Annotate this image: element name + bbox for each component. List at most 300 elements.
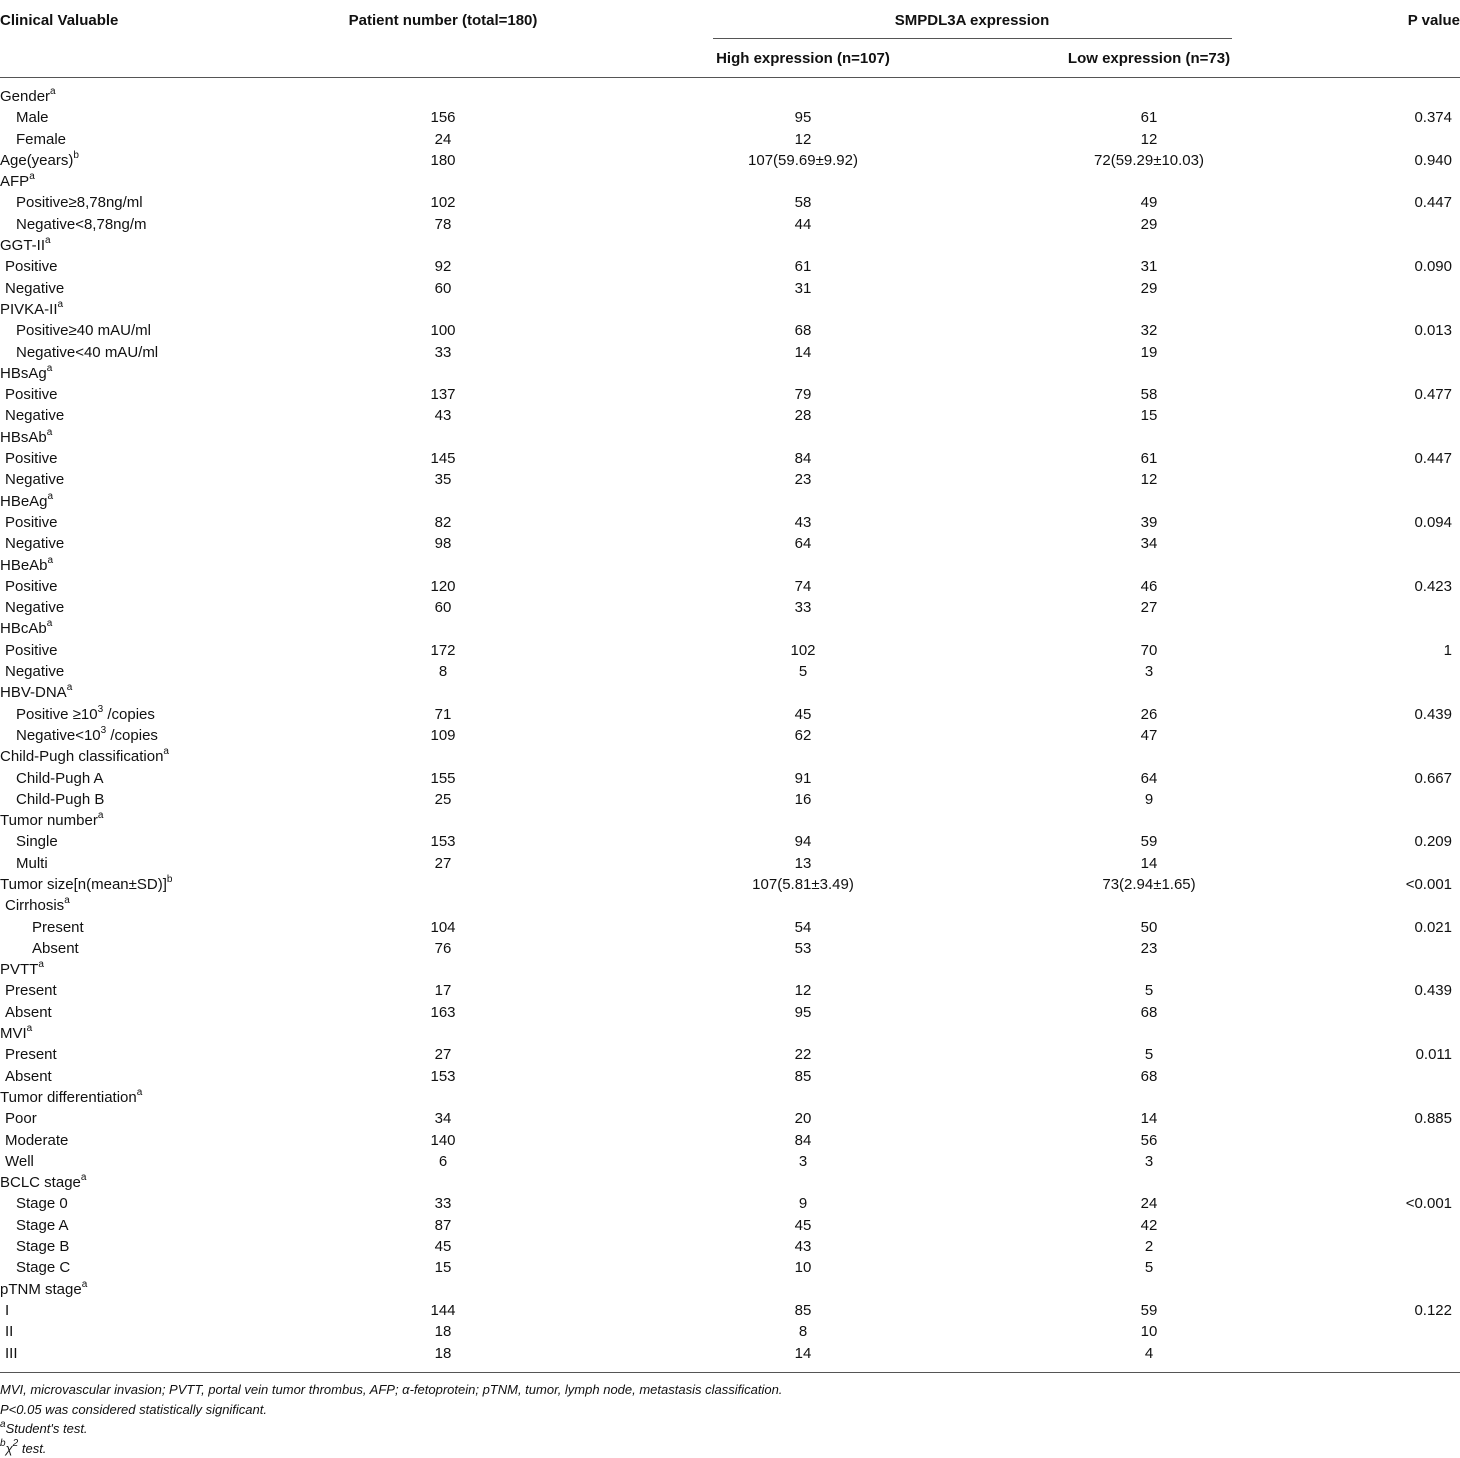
row-label-text: Negative <box>5 663 64 680</box>
row-label <box>0 1087 142 1108</box>
header-bottom-rule <box>0 77 1460 78</box>
cell-p-value: 0.439 <box>1414 704 1452 725</box>
row-label <box>5 1044 57 1065</box>
cell-high-expression: 64 <box>795 533 812 554</box>
cell-p-value: 0.090 <box>1414 256 1452 277</box>
cell-patient-number: 18 <box>435 1343 452 1364</box>
table-row <box>0 810 1460 831</box>
row-label-text: Male <box>16 109 49 126</box>
table-row <box>0 235 1460 256</box>
table-row <box>0 1130 1460 1151</box>
row-label-text: Tumor number <box>0 812 98 829</box>
table-row <box>0 299 1460 320</box>
cell-patient-number: 153 <box>430 1066 455 1087</box>
table-row <box>0 1108 1460 1129</box>
cell-low-expression: 3 <box>1145 661 1153 682</box>
row-label <box>5 405 64 426</box>
cell-patient-number: 109 <box>430 725 455 746</box>
cell-high-expression: 43 <box>795 512 812 533</box>
cell-low-expression: 26 <box>1141 704 1158 725</box>
footnote-marker: a <box>64 895 70 906</box>
row-label-text: Positive <box>5 578 58 595</box>
row-label <box>5 512 58 533</box>
row-label <box>0 1172 86 1193</box>
row-label <box>0 555 53 576</box>
cell-high-expression: 5 <box>799 661 807 682</box>
cell-high-expression: 14 <box>795 342 812 363</box>
row-label <box>0 86 56 107</box>
row-label-text: Negative <box>5 407 64 424</box>
row-label-text: MVI <box>0 1025 27 1042</box>
row-label <box>16 214 147 235</box>
cell-low-expression: 72(59.29±10.03) <box>1094 150 1204 171</box>
cell-low-expression: 27 <box>1141 597 1158 618</box>
row-label <box>0 363 52 384</box>
table-row <box>0 129 1460 150</box>
row-label-text: Positive <box>5 386 58 403</box>
table-row <box>0 214 1460 235</box>
row-label-text: Present <box>5 1046 57 1063</box>
cell-high-expression: 95 <box>795 107 812 128</box>
footnote-b-power: 2 <box>13 1438 19 1449</box>
row-label-text: II <box>5 1323 13 1340</box>
table-row <box>0 938 1460 959</box>
cell-high-expression: 31 <box>795 278 812 299</box>
cell-high-expression: 33 <box>795 597 812 618</box>
row-label-text: HBeAb <box>0 557 48 574</box>
row-label-text: Female <box>16 131 66 148</box>
row-label-text: Tumor size[n(mean±SD)] <box>0 876 167 893</box>
row-label-text: Absent <box>5 1068 52 1085</box>
cell-p-value: 0.447 <box>1414 448 1452 469</box>
table-row <box>0 1215 1460 1236</box>
cell-patient-number: 140 <box>430 1130 455 1151</box>
table-row <box>0 512 1460 533</box>
footnote-b-symbol: χ <box>6 1441 13 1456</box>
table-row <box>0 256 1460 277</box>
row-label <box>0 299 63 320</box>
row-label-text: HBcAb <box>0 620 47 637</box>
table-row <box>0 448 1460 469</box>
cell-low-expression: 29 <box>1141 278 1158 299</box>
table-row <box>0 533 1460 554</box>
cell-low-expression: 4 <box>1145 1343 1153 1364</box>
table-row <box>0 1321 1460 1342</box>
cell-patient-number: 120 <box>430 576 455 597</box>
cell-low-expression: 49 <box>1141 192 1158 213</box>
cell-p-value: 0.885 <box>1414 1108 1452 1129</box>
cell-high-expression: 20 <box>795 1108 812 1129</box>
cell-p-value: 0.667 <box>1414 768 1452 789</box>
cell-high-expression: 62 <box>795 725 812 746</box>
table-row <box>0 597 1460 618</box>
header-smpdl3a-expression: SMPDL3A expression <box>895 12 1050 30</box>
row-label-text: Moderate <box>5 1132 68 1149</box>
table-row <box>0 1066 1460 1087</box>
footnote-marker: b <box>73 150 79 161</box>
table-row <box>0 1044 1460 1065</box>
cell-high-expression: 102 <box>790 640 815 661</box>
row-label <box>5 640 58 661</box>
table-row <box>0 895 1460 916</box>
cell-p-value: 0.374 <box>1414 107 1452 128</box>
footnote-marker: a <box>163 746 169 757</box>
row-label <box>0 235 51 256</box>
cell-high-expression: 84 <box>795 448 812 469</box>
row-label <box>0 746 169 767</box>
row-label-text: Negative<8,78ng/m <box>16 216 147 233</box>
cell-low-expression: 59 <box>1141 1300 1158 1321</box>
cell-low-expression: 12 <box>1141 129 1158 150</box>
cell-patient-number: 153 <box>430 831 455 852</box>
row-label-text: BCLC stage <box>0 1174 81 1191</box>
row-label-text: Positive ≥10 <box>16 706 98 723</box>
row-label-text: Cirrhosis <box>5 897 64 914</box>
header-p-value: P value <box>1408 12 1460 30</box>
cell-p-value: 0.477 <box>1414 384 1452 405</box>
row-label-text: Child-Pugh classification <box>0 748 163 765</box>
row-label-unit: /copies <box>103 706 155 723</box>
row-label <box>5 448 58 469</box>
row-label-text: Positive <box>5 450 58 467</box>
row-label-unit: /copies <box>106 727 158 744</box>
row-label <box>16 853 48 874</box>
cell-low-expression: 5 <box>1145 1257 1153 1278</box>
table-row <box>0 1279 1460 1300</box>
table-row <box>0 704 1460 725</box>
row-label-text: HBV-DNA <box>0 684 67 701</box>
cell-low-expression: 61 <box>1141 448 1158 469</box>
row-label <box>32 917 84 938</box>
cell-low-expression: 46 <box>1141 576 1158 597</box>
table-row <box>0 1300 1460 1321</box>
row-label <box>16 768 104 789</box>
footnote-marker: a <box>58 299 64 310</box>
cell-high-expression: 28 <box>795 405 812 426</box>
row-label <box>0 427 52 448</box>
row-label <box>16 1215 69 1236</box>
cell-high-expression: 8 <box>799 1321 807 1342</box>
cell-patient-number: 100 <box>430 320 455 341</box>
cell-low-expression: 2 <box>1145 1236 1153 1257</box>
cell-low-expression: 39 <box>1141 512 1158 533</box>
cell-patient-number: 82 <box>435 512 452 533</box>
cell-patient-number: 145 <box>430 448 455 469</box>
cell-low-expression: 47 <box>1141 725 1158 746</box>
cell-p-value: 1 <box>1444 640 1452 661</box>
row-label <box>16 107 49 128</box>
row-label <box>5 256 58 277</box>
row-label-text: HBeAg <box>0 493 48 510</box>
footnote-marker: a <box>38 959 44 970</box>
row-label-text: Poor <box>5 1110 37 1127</box>
row-label-text: Single <box>16 833 58 850</box>
row-label-text: HBsAg <box>0 365 47 382</box>
row-label <box>16 831 58 852</box>
table-row <box>0 768 1460 789</box>
table-row <box>0 86 1460 107</box>
cell-p-value: 0.122 <box>1414 1300 1452 1321</box>
footnote-marker: a <box>47 618 53 629</box>
row-label <box>5 1300 9 1321</box>
row-label <box>5 1002 52 1023</box>
cell-patient-number: 104 <box>430 917 455 938</box>
cell-high-expression: 79 <box>795 384 812 405</box>
footnote-marker: a <box>48 555 54 566</box>
cell-high-expression: 16 <box>795 789 812 810</box>
table-bottom-rule <box>0 1372 1460 1373</box>
cell-patient-number: 18 <box>435 1321 452 1342</box>
table-row <box>0 320 1460 341</box>
table-row <box>0 1023 1460 1044</box>
row-label-text: AFP <box>0 173 29 190</box>
table-row <box>0 789 1460 810</box>
cell-patient-number: 27 <box>435 1044 452 1065</box>
cell-patient-number: 33 <box>435 342 452 363</box>
footnote-marker: a <box>47 427 53 438</box>
row-label <box>0 959 44 980</box>
cell-p-value: 0.011 <box>1416 1044 1452 1065</box>
cell-high-expression: 94 <box>795 831 812 852</box>
table-row <box>0 150 1460 171</box>
cell-p-value: 0.447 <box>1414 192 1452 213</box>
cell-patient-number: 60 <box>435 278 452 299</box>
cell-high-expression: 23 <box>795 469 812 490</box>
cell-low-expression: 34 <box>1141 533 1158 554</box>
cell-low-expression: 14 <box>1141 1108 1158 1129</box>
cell-p-value: 0.439 <box>1414 980 1452 1001</box>
table-row <box>0 1236 1460 1257</box>
cell-high-expression: 85 <box>795 1300 812 1321</box>
row-label-text: Present <box>5 982 57 999</box>
row-label <box>5 1321 13 1342</box>
row-label <box>16 789 104 810</box>
table-row <box>0 959 1460 980</box>
cell-high-expression: 54 <box>795 917 812 938</box>
table-row <box>0 192 1460 213</box>
table-row <box>0 405 1460 426</box>
table-row <box>0 853 1460 874</box>
row-label <box>5 384 58 405</box>
row-label-text: Negative<10 <box>16 727 101 744</box>
cell-patient-number: 33 <box>435 1193 452 1214</box>
row-label <box>16 1236 69 1257</box>
cell-high-expression: 95 <box>795 1002 812 1023</box>
cell-patient-number: 180 <box>430 150 455 171</box>
cell-low-expression: 61 <box>1141 107 1158 128</box>
cell-high-expression: 58 <box>795 192 812 213</box>
row-label <box>5 1066 52 1087</box>
footnote-marker: a <box>48 491 54 502</box>
row-label-text: Stage 0 <box>16 1195 68 1212</box>
row-label <box>5 469 64 490</box>
table-row <box>0 363 1460 384</box>
cell-low-expression: 14 <box>1141 853 1158 874</box>
header-patient-number: Patient number (total=180) <box>349 12 538 30</box>
row-label <box>5 597 64 618</box>
cell-p-value: <0.001 <box>1406 874 1452 895</box>
footnote-marker: a <box>45 235 51 246</box>
row-label-text: PVTT <box>0 961 38 978</box>
table-row <box>0 555 1460 576</box>
row-label-text: Negative <box>5 471 64 488</box>
row-label-text: Absent <box>32 940 79 957</box>
cell-high-expression: 13 <box>795 853 812 874</box>
table-row <box>0 171 1460 192</box>
footnote-marker: a <box>81 1172 87 1183</box>
table-row <box>0 576 1460 597</box>
row-label <box>5 1151 34 1172</box>
cell-high-expression: 84 <box>795 1130 812 1151</box>
cell-low-expression: 9 <box>1145 789 1153 810</box>
cell-low-expression: 68 <box>1141 1002 1158 1023</box>
cell-patient-number: 43 <box>435 405 452 426</box>
cell-low-expression: 68 <box>1141 1066 1158 1087</box>
cell-patient-number: 25 <box>435 789 452 810</box>
cell-high-expression: 43 <box>795 1236 812 1257</box>
row-label <box>5 895 70 916</box>
row-label-text: I <box>5 1302 9 1319</box>
cell-patient-number: 156 <box>430 107 455 128</box>
table-row <box>0 725 1460 746</box>
row-label <box>0 618 52 639</box>
row-label-text: Present <box>32 919 84 936</box>
row-label <box>5 661 64 682</box>
row-label <box>5 1130 68 1151</box>
table-row <box>0 682 1460 703</box>
row-label <box>16 1193 68 1214</box>
cell-low-expression: 42 <box>1141 1215 1158 1236</box>
table-row <box>0 661 1460 682</box>
footnote-b <box>0 1439 782 1458</box>
cell-low-expression: 59 <box>1141 831 1158 852</box>
cell-patient-number: 76 <box>435 938 452 959</box>
table-row <box>0 469 1460 490</box>
table-row <box>0 278 1460 299</box>
row-label-exponent: 3 <box>101 725 107 736</box>
row-label <box>0 874 172 895</box>
cell-high-expression: 44 <box>795 214 812 235</box>
cell-high-expression: 45 <box>795 1215 812 1236</box>
row-label <box>0 491 53 512</box>
table-row <box>0 1343 1460 1364</box>
row-label-text: HBsAb <box>0 429 47 446</box>
cell-patient-number: 155 <box>430 768 455 789</box>
cell-patient-number: 102 <box>430 192 455 213</box>
footnote-marker: a <box>82 1279 88 1290</box>
row-label <box>0 810 103 831</box>
row-label <box>16 1257 70 1278</box>
cell-patient-number: 24 <box>435 129 452 150</box>
row-label <box>0 1023 32 1044</box>
row-label <box>5 1108 37 1129</box>
cell-p-value: 0.423 <box>1414 576 1452 597</box>
cell-high-expression: 107(5.81±3.49) <box>752 874 854 895</box>
table-row <box>0 874 1460 895</box>
cell-low-expression: 19 <box>1141 342 1158 363</box>
cell-patient-number: 35 <box>435 469 452 490</box>
cell-high-expression: 45 <box>795 704 812 725</box>
row-label <box>5 1343 18 1364</box>
cell-high-expression: 68 <box>795 320 812 341</box>
cell-low-expression: 24 <box>1141 1193 1158 1214</box>
cell-low-expression: 73(2.94±1.65) <box>1102 874 1195 895</box>
cell-p-value: 0.021 <box>1414 917 1452 938</box>
row-label-text: III <box>5 1345 18 1362</box>
cell-low-expression: 5 <box>1145 1044 1153 1065</box>
row-label-text: Absent <box>5 1004 52 1021</box>
table-row <box>0 491 1460 512</box>
table-row <box>0 1172 1460 1193</box>
table-row <box>0 427 1460 448</box>
cell-patient-number: 163 <box>430 1002 455 1023</box>
footnote-marker: b <box>167 874 173 885</box>
row-label-exponent: 3 <box>98 704 104 715</box>
footnote-a-text: Student's test. <box>6 1421 88 1436</box>
row-label-text: Negative <box>5 535 64 552</box>
cell-patient-number: 17 <box>435 980 452 1001</box>
cell-low-expression: 58 <box>1141 384 1158 405</box>
cell-p-value: <0.001 <box>1406 1193 1452 1214</box>
cell-patient-number: 15 <box>435 1257 452 1278</box>
footnote-marker: a <box>47 363 53 374</box>
row-label <box>0 682 72 703</box>
cell-high-expression: 22 <box>795 1044 812 1065</box>
cell-patient-number: 71 <box>435 704 452 725</box>
row-label <box>32 938 79 959</box>
row-label-text: Negative<40 mAU/ml <box>16 344 158 361</box>
header-clinical-valuable: Clinical Valuable <box>0 12 118 30</box>
row-label <box>5 533 64 554</box>
row-label-text: Well <box>5 1153 34 1170</box>
table-row <box>0 618 1460 639</box>
table-row <box>0 1151 1460 1172</box>
cell-high-expression: 74 <box>795 576 812 597</box>
row-label <box>16 129 66 150</box>
table-row <box>0 917 1460 938</box>
footnote-b-mark: b <box>0 1438 6 1449</box>
cell-low-expression: 64 <box>1141 768 1158 789</box>
cell-patient-number: 87 <box>435 1215 452 1236</box>
row-label <box>16 725 158 746</box>
cell-low-expression: 50 <box>1141 917 1158 938</box>
row-label <box>5 576 58 597</box>
table-row <box>0 1193 1460 1214</box>
row-label-text: GGT-II <box>0 237 45 254</box>
footnote-marker: a <box>27 1023 33 1034</box>
footnote-marker: a <box>67 682 73 693</box>
header-high-expression: High expression (n=107) <box>716 50 890 68</box>
row-label-text: Tumor differentiation <box>0 1089 137 1106</box>
cell-high-expression: 9 <box>799 1193 807 1214</box>
cell-low-expression: 56 <box>1141 1130 1158 1151</box>
cell-patient-number: 78 <box>435 214 452 235</box>
cell-p-value: 0.013 <box>1414 320 1452 341</box>
cell-patient-number: 45 <box>435 1236 452 1257</box>
table-row <box>0 342 1460 363</box>
cell-patient-number: 172 <box>430 640 455 661</box>
header-low-expression: Low expression (n=73) <box>1068 50 1230 68</box>
table-row <box>0 980 1460 1001</box>
row-label-text: Age(years) <box>0 152 73 169</box>
footnote-a-mark: a <box>0 1419 6 1430</box>
cell-high-expression: 3 <box>799 1151 807 1172</box>
footnote-significance: P<0.05 was considered statistically significant. <box>0 1400 782 1420</box>
row-label-text: Gender <box>0 88 50 105</box>
row-label-text: Negative <box>5 280 64 297</box>
table-row <box>0 640 1460 661</box>
cell-high-expression: 12 <box>795 980 812 1001</box>
